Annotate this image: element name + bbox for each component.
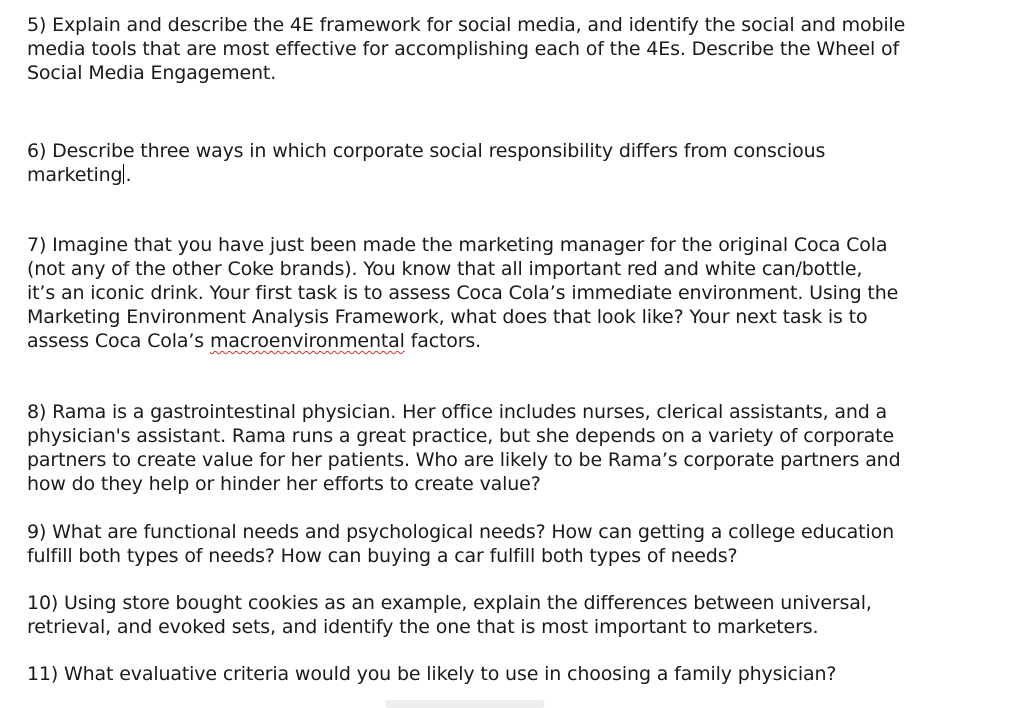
question-6 [27,139,825,187]
spellcheck-word[interactable]: macroenvironmental [209,330,405,352]
question-9: 9) What are functional needs and psychological needs? How can getting a college education fulfill both types of needs? How can buying a car fulfill both types of needs? [27,521,894,567]
question-10: 10) Using store bought cookies as an example, explain the differences between universal, retrieval, and evoked sets, and identify the one that is most important to marketers. [27,592,872,638]
question-7 [27,233,898,353]
question-8: 8) Rama is a gastrointestinal physician. Her office includes nurses, clerical assistants, and a physician's assistant. Rama runs a great practice, but she depends on a variety of corporate partners to create value for her patients. Who are likely to be Rama’s corporate partners and how do they help or hinder her efforts to create value? [27,401,901,495]
question-6-text: 6) Describe three ways in which corporate social responsibility differs from conscious marketing [27,140,826,186]
question-7-text: 7) Imagine that you have just been made the marketing manager for the original Coca Cola (not any of the other Coke brands). You know that all important red and white can/bottle, it’s an iconic drink. Your first task is to assess Coca Cola’s immediate environment. Using the Marketing Environment Analysis Framework, what does that look like? Your next task is to assess Coca Cola’s [27,234,899,352]
question-5: 5) Explain and describe the 4E framework for social media, and identify the social and mobile media tools that are most effective for accomplishing each of the 4Es. Describe the Wheel of Social Media Engagement. [27,14,906,84]
question-7-end: factors. [404,330,482,352]
bottom-scroll-indicator [385,700,545,708]
document-body[interactable] [27,13,987,685]
question-6-period: . [125,164,132,186]
question-11: 11) What evaluative criteria would you be likely to use in choosing a family physician? [27,663,837,685]
